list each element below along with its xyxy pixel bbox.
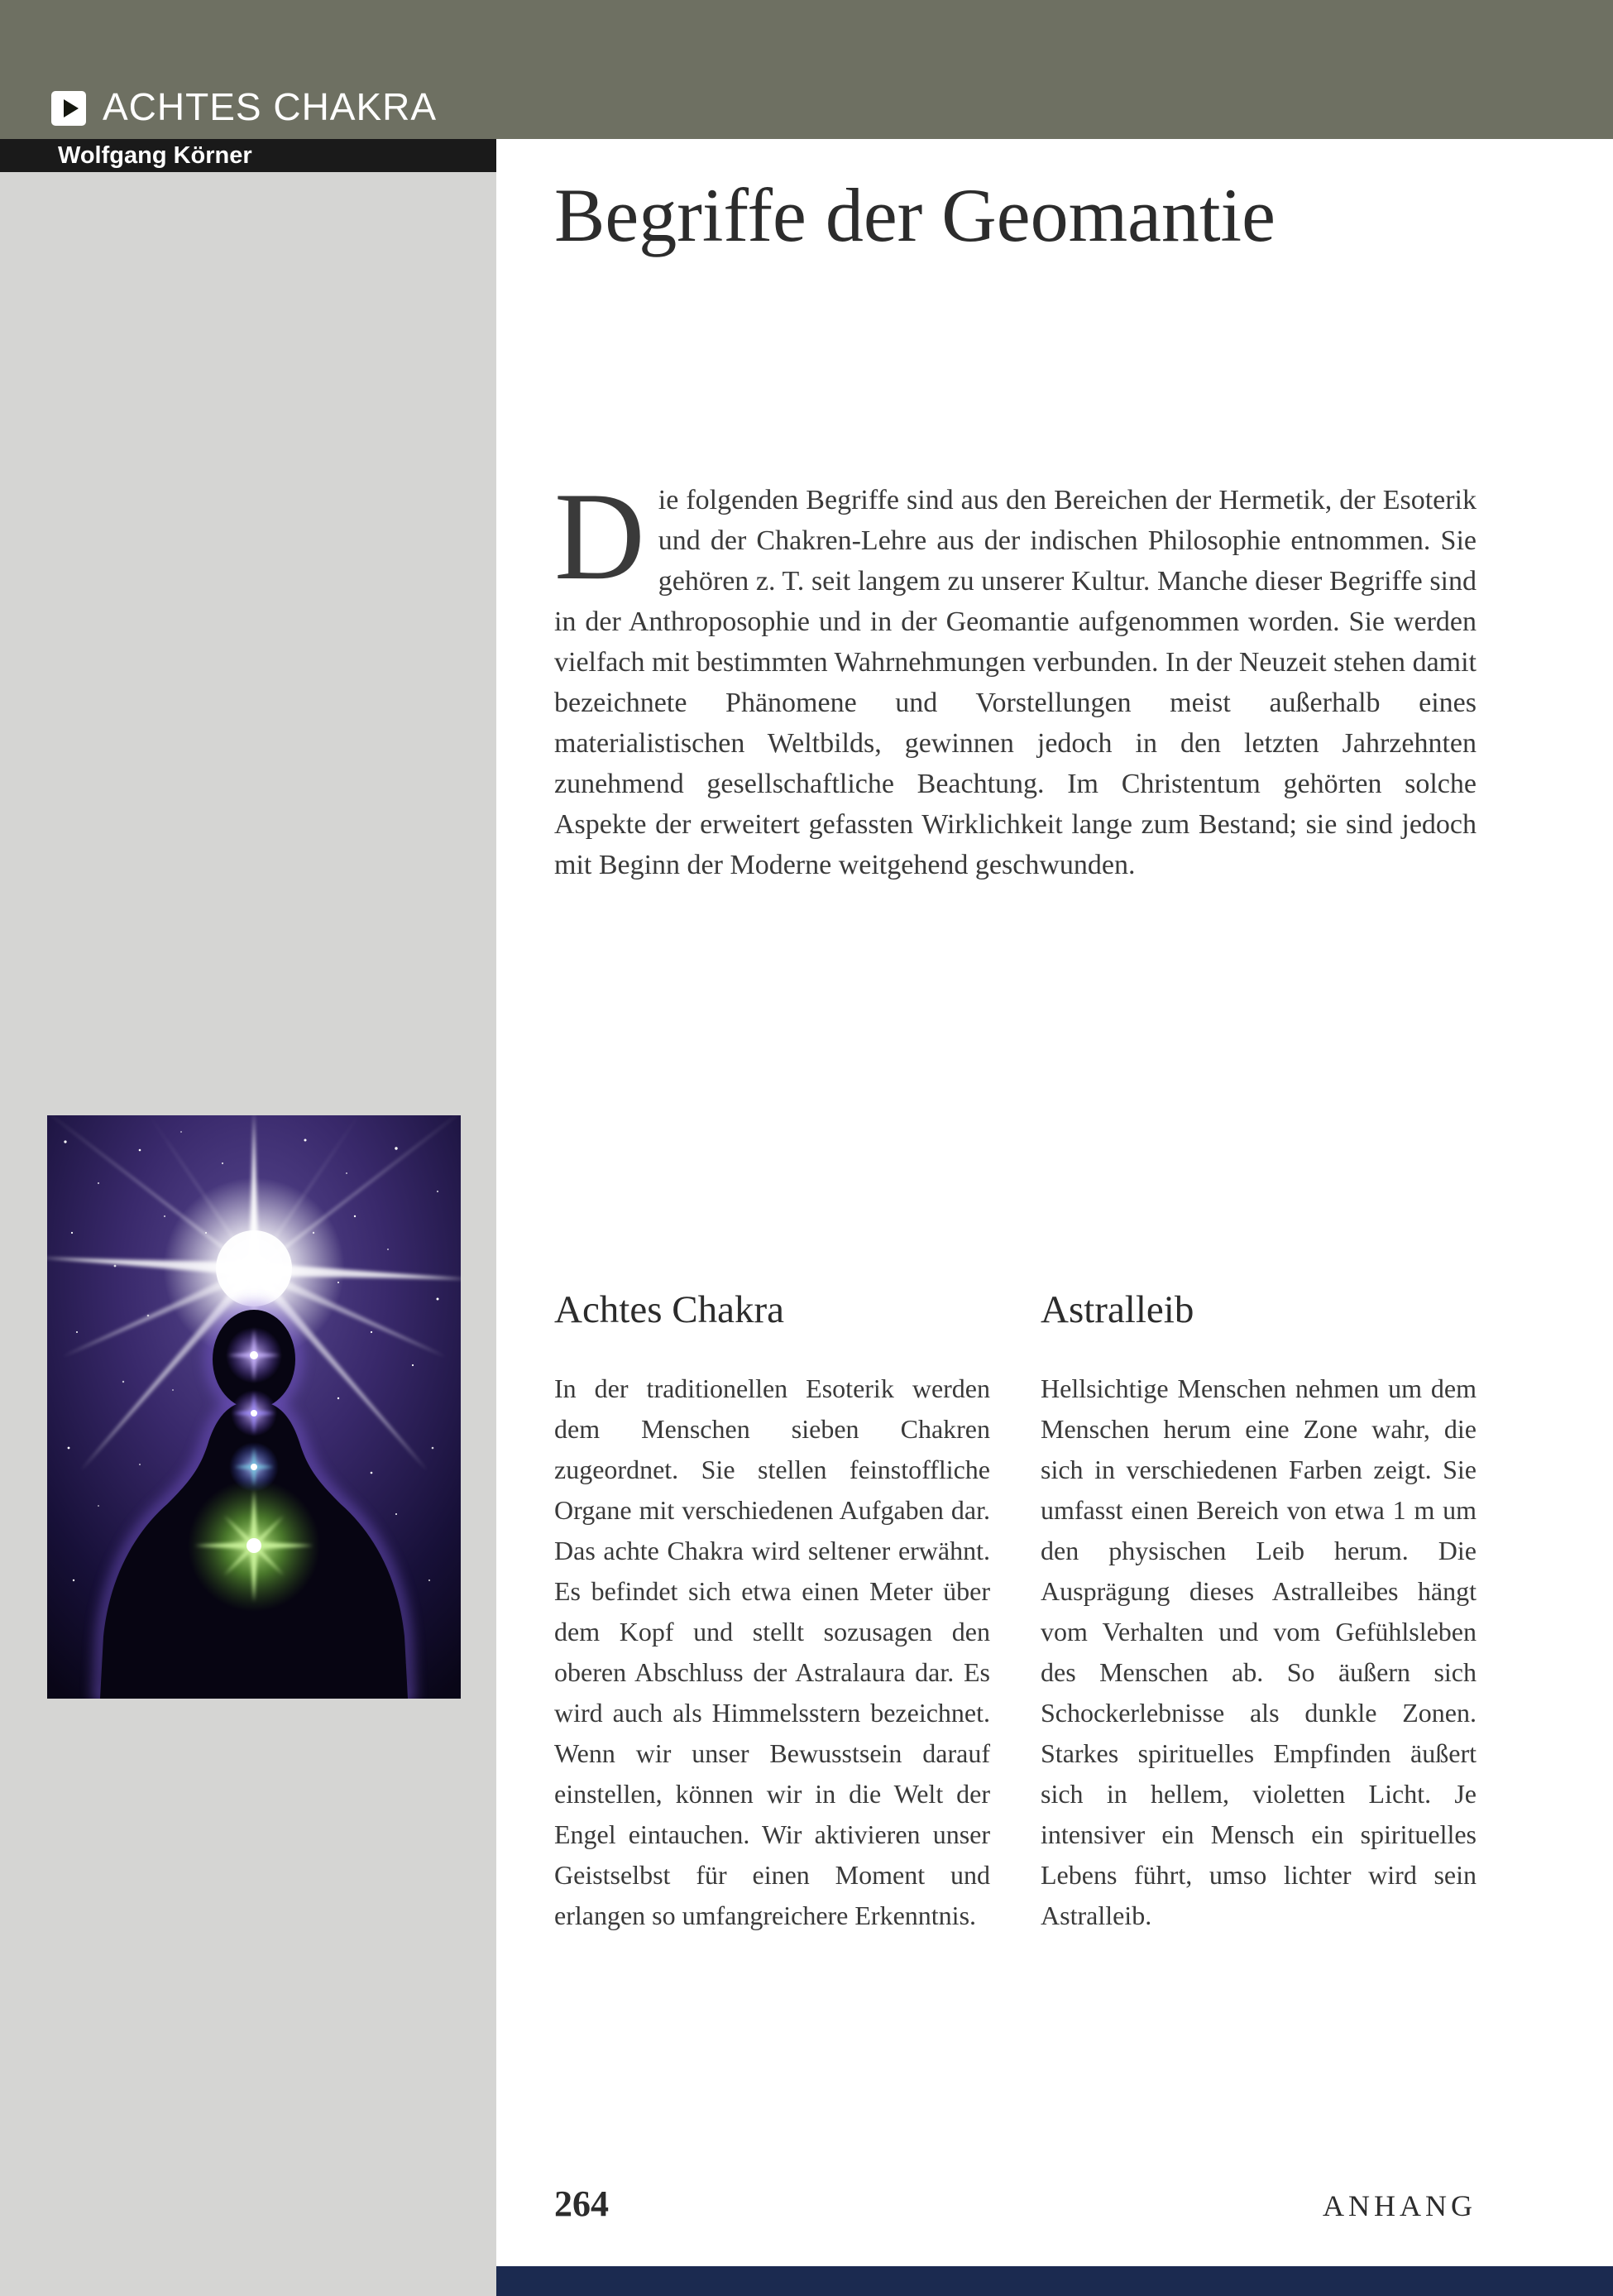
chakra-aura-image xyxy=(47,1115,461,1699)
chapter-kicker: ACHTES CHAKRA xyxy=(103,85,438,128)
two-column-section xyxy=(554,1287,1477,1936)
footer-section-label: ANHANG xyxy=(1323,2189,1477,2222)
header-band xyxy=(0,0,1613,139)
author-name: Wolfgang Körner xyxy=(58,141,252,169)
author-bar xyxy=(0,139,496,172)
intro-paragraph xyxy=(554,467,1477,885)
page-footer xyxy=(554,2183,1477,2225)
play-triangle xyxy=(64,99,79,117)
article-title: Begriffe der Geomantie xyxy=(554,173,1276,257)
section-body-achtes-chakra: In der traditionellen Esoterik werden dem Menschen sieben Chakren zugeordnet. Sie stellen feinstoffliche Organe mit verschiedenen Aufgaben dar. Das achte Chakra wird seltener erwähnt. Es befindet sich etwa einen Meter über dem Kopf und stellt sozusagen den oberen Abschluss der Astralaura dar. Es wird auch als Himmelsstern bezeichnet. Wenn wir unser Bewusstsein darauf einstellen, können wir in die Welt der Engel eintauchen. Wir aktivieren unser Geistselbst für einen Moment und erlangen so umfangreichere Erkenntnis. xyxy=(554,1373,990,1930)
bottom-navy-bar xyxy=(496,2266,1613,2296)
play-icon xyxy=(51,91,86,126)
section-achtes-chakra xyxy=(554,1287,990,1936)
section-heading-achtes-chakra: Achtes Chakra xyxy=(554,1288,784,1331)
main-content xyxy=(496,172,1613,2267)
section-body-astralleib: Hellsichtige Menschen nehmen um dem Menschen herum eine Zone wahr, die sich in verschiedenen Farben zeigt. Sie umfasst einen Bereich von etwa 1 m um den physischen Leib herum. Die Ausprägung dieses Astralleibes hängt vom Verhalten und vom Gefühlsleben des Menschen ab. So äußern sich Schockerlebnisse als dunkle Zonen. Starkes spirituelles Empfinden äußert sich in hellem, violetten Licht. Je intensiver ein Mensch ein spirituelles Lebens führt, umso lichter wird sein Astralleib. xyxy=(1041,1373,1477,1930)
intro-text: ie folgenden Begriffe sind aus den Bereichen der Hermetik, der Esoterik und der Chakren-Lehre aus der indischen Philosophie entnommen. Sie gehören z. T. seit langem zu unserer Kultur. Manche dieser Begriffe sind in der Anthroposophie und in der Geomantie aufgenommen worden. Sie werden vielfach mit bestimmten Wahrnehmungen verbunden. In der Neuzeit stehen damit bezeichnete Phänomene und Vorstellungen meist außerhalb eines materialistischen Weltbilds, gewinnen jedoch in den letzten Jahrzehnten zunehmend gesellschaftliche Beachtung. Im Christentum gehörten solche Aspekte der erweitert gefassten Wirklichkeit lange zum Bestand; sie sind jedoch mit Beginn der Moderne weitgehend geschwunden. xyxy=(554,485,1477,880)
left-gray-column xyxy=(0,172,496,2296)
chakra-aura-svg xyxy=(47,1115,461,1699)
section-heading-astralleib: Astralleib xyxy=(1041,1288,1194,1331)
section-astralleib xyxy=(1041,1287,1477,1936)
page-number: 264 xyxy=(554,2183,609,2224)
dropcap: D xyxy=(554,467,645,606)
